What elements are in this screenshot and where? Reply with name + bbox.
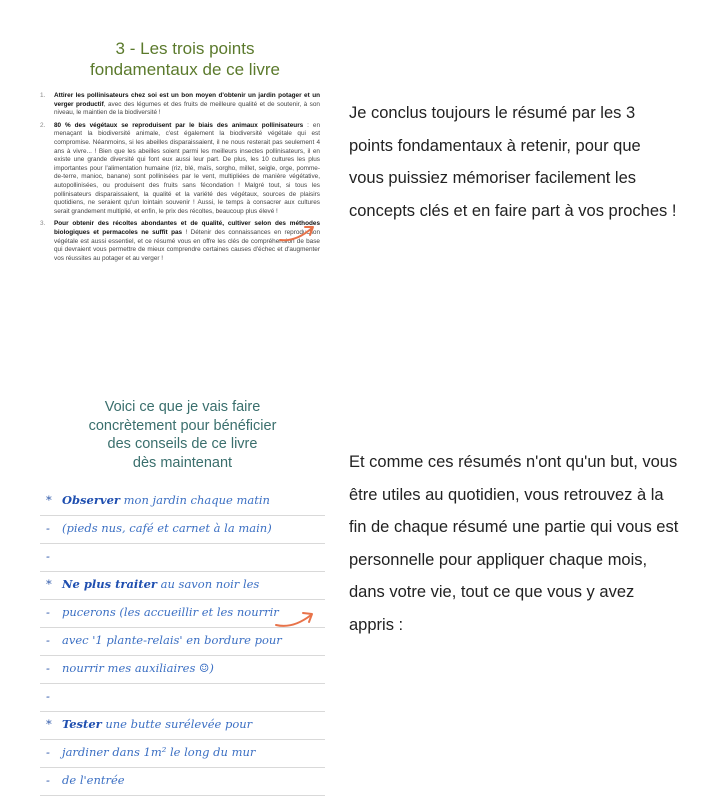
- note-line: * Tester une butte surélevée pour: [40, 712, 325, 740]
- handwritten-notes: [40, 488, 325, 796]
- key-point-item: 1. Attirer les pollinisateurs chez soi est un bon moyen d'obtenir un jardin potager et un verger productif, avec des légumes et des fruits de meilleure qualité et de soutenir, à son niveau, le maintien de la biodiversité !: [40, 92, 320, 117]
- action-page-preview: [40, 398, 325, 787]
- explanation-text-2: Et comme ces résumés n'ont qu'un but, vous être utiles au quotidien, vous retrouvez à la fin de chaque résumé une partie qui vous est personnelle pour appliquer chaque mois, dans votre vie, tout ce que vous y avez appris :: [349, 453, 679, 634]
- note-line: - de l'entrée: [40, 768, 325, 796]
- note-line: -: [40, 544, 325, 572]
- curved-arrow-icon: [273, 603, 317, 631]
- summary-page-preview: [40, 30, 320, 320]
- action-page-title: Voici ce que je vais faire concrètement pour bénéficier des conseils de ce livre dès maintenant: [88, 399, 277, 471]
- note-line: -: [40, 684, 325, 712]
- page-title: 3 - Les trois points fondamentaux de ce livre: [90, 39, 280, 79]
- explanation-text-1: Je conclus toujours le résumé par les 3 points fondamentaux à retenir, pour que vous puissiez mémoriser facilement les concepts clés et en faire part à vos proches !: [349, 104, 677, 220]
- note-line: - nourrir mes auxiliaires ☺): [40, 656, 325, 684]
- key-point-item: 3. Pour obtenir des récoltes abondantes et de qualité, cultiver selon des méthodes biologiques et permacoles ne suffit pas ! Détenir des connaissances en reproduction végétale est aussi essentiel, et ce résumé vous en offre les clés de compréhension de base qui devraient vous permettre de mieux comprendre certaines causes d'échec et d'augmenter vos réussites au potager et au verger !: [40, 220, 321, 262]
- note-line: - (pieds nus, café et carnet à la main): [40, 516, 325, 544]
- note-line: - avec '1 plante-relais' en bordure pour: [40, 628, 325, 656]
- key-point-item: 2. 80 % des végétaux se reproduisent par le biais des animaux pollinisateurs : en menaçant la biodiversité animale, c'est également la biodiversité végétale qui est compromise. Néanmoins, si les abeilles disparaissaient, il ne nous resterait pas seulement 4 ans à vivre... ! Bien que les abeilles soient parmi les meilleurs insectes pollinisateurs, il en existe une grande diversité qui font eux aussi leur part. De plus, les 10 cultures les plus importantes pour l'alimentation humaine (riz, blé, maïs, sorgho, millet, seigle, orge, pomme-de-terre, manioc, banane) sont pollinisées par le vent, multipliées de manière végétative, autopollinisées, ou produisent des fruits sans fécondation ! Malgré tout, si tous les pollinisateurs disparaissaient, la qualité et la variété des végétaux, sources de plaisirs quotidiens, ne seraient qu'un lointain souvenir ! Aussi, le temps à consacrer aux cultures serait grandement multiplié, et enfin, le prix des récoltes, beaucoup plus élevé !: [40, 121, 320, 215]
- note-line: * Ne plus traiter au savon noir les: [40, 572, 325, 600]
- note-line: - pucerons (les accueillir et les nourrir: [40, 600, 325, 628]
- note-line: * Observer mon jardin chaque matin: [40, 488, 325, 516]
- curved-arrow-icon: [278, 222, 318, 244]
- note-line: - jardiner dans 1m² le long du mur: [40, 740, 325, 768]
